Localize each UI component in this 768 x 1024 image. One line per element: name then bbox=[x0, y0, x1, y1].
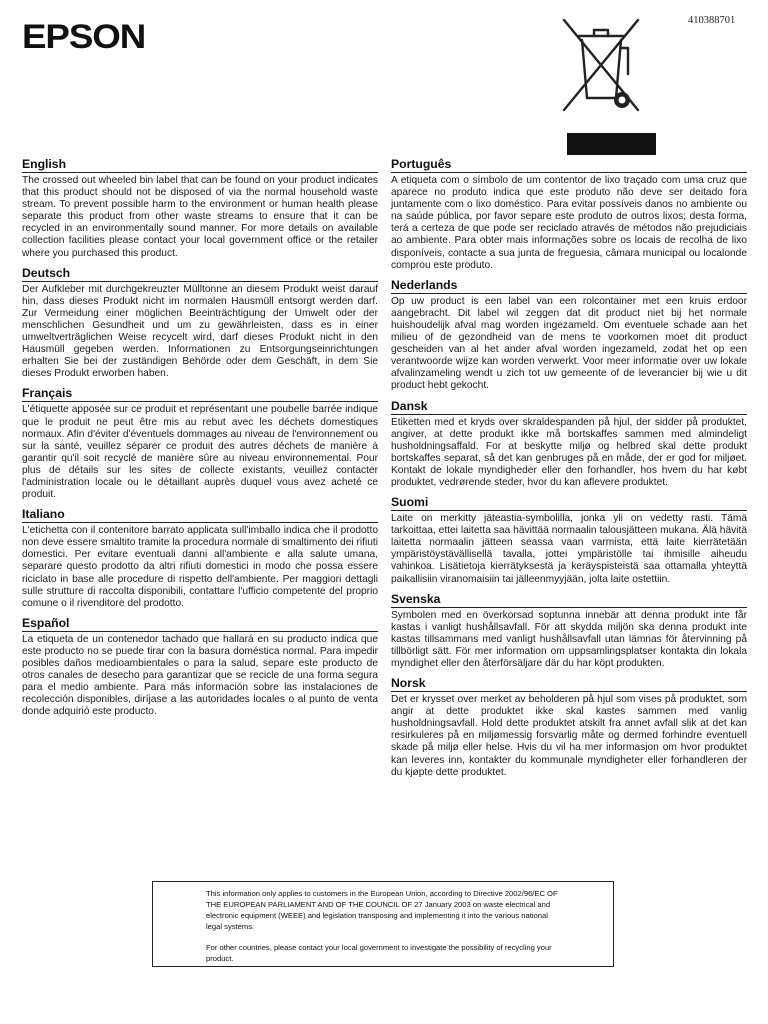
section-title: Français bbox=[22, 384, 378, 402]
document-number: 410388701 bbox=[688, 15, 736, 26]
section-deutsch bbox=[22, 264, 378, 381]
section-dansk bbox=[391, 397, 747, 490]
section-italiano bbox=[22, 505, 378, 610]
epson-logo: EPSON bbox=[22, 18, 146, 56]
left-column bbox=[22, 155, 378, 718]
right-column bbox=[391, 155, 747, 779]
section-text: La etiqueta de un contenedor tachado que hallará en su producto indica que este producto no se puede tirar con la basura doméstica normal. Para impedir posibles daños medioambientales o para la salud, separe este producto de otros canales de desecho para garantizar que se recicle de una forma segura para el medio ambiente. Para más información sobre las instalaciones de recolección disponibles, diríjase a las autoridades locales o al punto de venta donde adquirió este producto. bbox=[22, 633, 378, 718]
section-text: Op uw product is een label van een rolcontainer met een kruis erdoor aangebracht. Dit label wil zeggen dat dit product niet bij het normale huishoudelijk afval mag worden ingezameld. Om eventuele schade aan het milieu of de gezondheid van de mens te voorkomen moet dit product gescheiden van al het ander afval worden ingezameld, zodat het op een verantwoorde wijze kan worden verwerkt. Voor meer informatie over uw lokale afvalinzameling wendt u zich tot uw gemeente of de leverancier bij wie u dit product hebt gekocht. bbox=[391, 295, 747, 392]
section-title: English bbox=[22, 155, 378, 173]
section-text: The crossed out wheeled bin label that can be found on your product indicates that this product should not be disposed of via the normal household waste stream. To prevent possible harm to the environment or human health please separate this product from other waste streams to ensure that it can be recycled in an environmentally sound manner. For more details on available collection facilities please contact your local government office or the retailer where you purchased this product. bbox=[22, 175, 378, 259]
eu-directive-notice-box bbox=[152, 881, 614, 967]
section-text: Etiketten med et kryds over skraldespanden på hjul, der sidder på produktet, angiver, at dette produkt ikke må bortskaffes sammen med almindeligt husholdningsaffald. For at beskytte miljø og helbred skal dette produkt bortskaffes separat, så det kan genbruges på en måde, der er god for miljøet. Kontakt de lokale myndigheder eller den forhandler, hos hvem du har købt produktet, vedrørende steder, hvor du kan aflevere produktet. bbox=[391, 416, 747, 488]
section-text: Laite on merkitty jäteastia-symbolilla, jonka yli on vedetty rasti. Tämä tarkoittaa, ettei laitetta saa hävittää normaalin talousjätteen mukana. Älä hävitä laitetta normaalin jätteen seassa vaan varmista, että laite kierrätetään ympäristöystävällisellä tavalla, jottei ympäristölle tai ihmisille aiheudu vahinkoa. Lisätietoja kierrätyksestä ja keräyspisteistä saa ottamalla yhteyttä paikallisiin viranomaisiin tai jälleenmyyjään, jolta laite ostettiin. bbox=[391, 513, 747, 585]
section-text: A etiqueta com o símbolo de um contentor de lixo traçado com uma cruz que aparece no produto indica que este produto não deve ser deitado fora juntamente com o lixo doméstico. Para evitar possíveis danos no ambiente ou na saúde pública, por favor separe este produto de outros lixos; desta forma, terá a certeza de que pode ser reciclado através de métodos não prejudiciais ao ambiente. Para obter mais informações sobre os locais de recolha de lixo disponíveis, contacte a sua junta de freguesia, câmara municipal ou localonde comprou este produto. bbox=[391, 175, 747, 271]
section-title: Deutsch bbox=[22, 264, 378, 282]
section-text: L'etichetta con il contenitore barrato applicata sull'imballo indica che il prodotto non deve essere smaltito tramite la procedura normale di smaltimento dei rifiuti domestici. Per evitare eventuali danni all'ambiente e alla salute umana, separare questo prodotto da altri rifiuti domestici in modo che possa essere riciclato in base alle procedure di rispetto dell'ambiente. Per maggiori dettagli sulle strutture di raccolta disponibili, contattare l'ufficio competente del proprio comune o il rivenditore del prodotto. bbox=[22, 525, 378, 609]
section-norsk bbox=[391, 674, 747, 779]
section-svenska bbox=[391, 590, 747, 670]
section-text: Symbolen med en överkorsad soptunna innebär att denna produkt inte får kastas i vanligt hushållsavfall. För att skydda miljön ska denna produkt inte kastas tillsammans med vanligt hushållsavfall utan lämnas för återvinning på tillbörligt sätt. För mer information om uppsamlingsplatser kontakta din lokala myndighet eller den återförsäljare där du har köpt produkten. bbox=[391, 609, 747, 669]
section-title: Nederlands bbox=[391, 276, 747, 294]
section-suomi bbox=[391, 493, 747, 586]
notice-paragraph: For other countries, please contact your local government to investigate the possibility of recycling your product. bbox=[206, 943, 552, 963]
section-title: Italiano bbox=[22, 505, 378, 523]
section-title: Suomi bbox=[391, 493, 747, 511]
section-text: Det er krysset over merket av beholderen på hjul som vises på produktet, som angir at dette produktet ikke skal kastes sammen med vanlig husholdningsavfall. Hold dette produktet atskilt fra annet avfall slik at det kan resirkuleres på en miljømessig forsvarlig måte og dermed forhindre eventuell skade på miljø eller helse. Hvis du vil ha mer informasjon om hvor produktet kan leveres inn, kontakter du kommunale myndigheter eller forhandleren der du kjøpte dette produktet. bbox=[391, 694, 747, 778]
notice-paragraph: This information only applies to customers in the European Union, according to Directive 2002/96/EC OF THE EUROPEAN PARLIAMENT AND OF THE COUNCIL OF 27 January 2003 on waste electrical and electronic equipment (WEEE) and legislation transposing and implementing it into the various national legal systems. bbox=[206, 889, 558, 931]
section-english bbox=[22, 155, 378, 260]
section-portugues bbox=[391, 155, 747, 272]
section-title: Dansk bbox=[391, 397, 747, 415]
section-title: Español bbox=[22, 614, 378, 632]
crossed-out-wheeled-bin-icon bbox=[558, 14, 644, 118]
section-text: L'étiquette apposée sur ce produit et représentant une poubelle barrée indique que le produit ne peut être mis au rebut avec les déchets domestiques normaux. Afin d'éviter d'éventuels dommages au niveau de l'environnement ou sur la santé, veuillez séparer ce produit des autres déchets de manière à garantir qu'il soit recyclé de manière sûre au niveau environnemental. Pour plus de détails sur les sites de collecte existants, veuillez contacter l'administration locale ou le détaillant auprès duquel vous avez acheté ce produit. bbox=[22, 404, 378, 501]
section-title: Norsk bbox=[391, 674, 747, 692]
section-title: Português bbox=[391, 155, 747, 173]
section-espanol bbox=[22, 614, 378, 719]
section-nederlands bbox=[391, 276, 747, 393]
section-text: Der Aufkleber mit durchgekreuzter Mülltonne an diesem Produkt weist darauf hin, dass dieses Produkt nicht im normalen Hausmüll entsorgt werden darf. Zur Vermeidung einer möglichen Beeinträchtigung der Umwelt oder der menschlichen Gesundheit und um zu gewährleisten, dass es in einer umweltverträglichen Weise recycelt wird, darf dieses Produkt nicht in den Hausmüll gegeben werden. Informationen zu Entsorgungseinrichtungen erhalten Sie bei der zuständigen Behörde oder dem Geschäft, in dem Sie dieses Produkt erworben haben. bbox=[22, 283, 378, 380]
section-title: Svenska bbox=[391, 590, 747, 608]
black-bar-mark bbox=[567, 133, 656, 155]
section-francais bbox=[22, 384, 378, 501]
